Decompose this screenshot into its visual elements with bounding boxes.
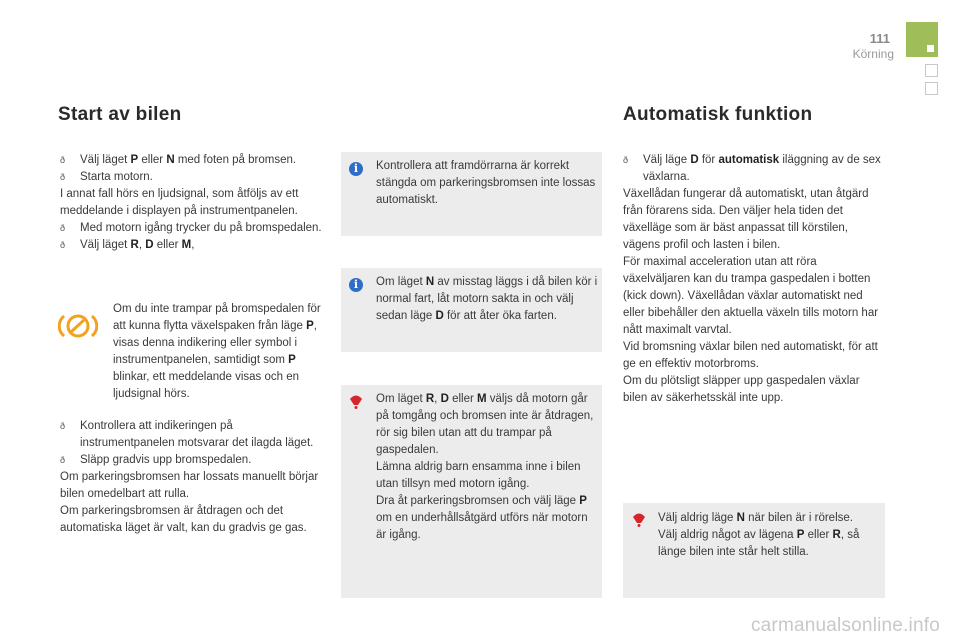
- tab-marker: [927, 45, 934, 52]
- info-box-neutral-text: Om läget N av misstag läggs i då bilen kör i normal fart, låt motorn sakta in och välj sedan läge D för att åter öka farten.: [376, 276, 598, 322]
- left-para-2: Om parkeringsbromsen har lossats manuellt börjar bilen omedelbart att rulla.: [60, 471, 319, 500]
- right-para-4: Om du plötsligt släpper upp gaspedalen växlar bilen av säkerhetsskäl inte upp.: [623, 375, 860, 404]
- section-name: Körning: [852, 47, 894, 61]
- warning-box-gear: [623, 503, 885, 598]
- warning-box-idle-text-3: Dra åt parkeringsbromsen och välj läge P om en underhållsåtgärd utförs när motorn är igång.: [376, 495, 588, 541]
- right-para-3: Vid bromsning växlar bilen ned automatiskt, för att ge en effektiv motorbroms.: [623, 341, 878, 370]
- info-icon: i: [349, 162, 363, 176]
- warning-box-idle: [341, 385, 602, 598]
- lamp-note: [113, 301, 323, 403]
- right-title: Automatisk funktion: [623, 104, 813, 125]
- step-5: [60, 418, 322, 452]
- emphasis: P: [579, 495, 587, 507]
- right-para-2: För maximal acceleration utan att röra växelväljaren kan du trampa gaspedalen i botten (kick down). Växellådan växlar automatiskt ned eller bibehåller den aktuella växeln tills motorn har nått maximalt varvtal.: [623, 256, 879, 336]
- emphasis: automatisk: [718, 154, 780, 166]
- emphasis: M: [477, 393, 487, 405]
- step-1-text: Välj läget P eller N med foten på bromsen.: [80, 154, 297, 166]
- left-para-1: I annat fall hörs en ljudsignal, som åtföljs av ett meddelande i displayen på instrumentpanelen.: [60, 188, 299, 217]
- warning-box-idle-text-2: Lämna aldrig barn ensamma inne i bilen utan tillsyn med motorn igång.: [376, 461, 581, 490]
- emphasis: R: [832, 529, 841, 541]
- emphasis: P: [130, 154, 139, 166]
- chapter-tab: [906, 22, 938, 57]
- auto-step-1: [623, 152, 885, 186]
- info-box-doors-text: Kontrollera att framdörrarna är korrekt stängda om parkeringsbromsen inte lossas automatiskt.: [376, 160, 596, 206]
- nav-square-1: [925, 64, 938, 77]
- step-6-text: Släpp gradvis upp bromspedalen.: [80, 454, 252, 466]
- warning-box-idle-body: [376, 391, 598, 544]
- watermark: carmanualsonline.info: [750, 615, 940, 636]
- step-4-text: Välj läget R, D eller M,: [80, 239, 195, 251]
- right-text: [623, 152, 885, 407]
- step-5-text: Kontrollera att indikeringen på instrumentpanelen motsvarar det ilagda läget.: [80, 420, 314, 449]
- gearbox-warning-lamp-icon: [58, 311, 98, 341]
- emphasis: D: [690, 154, 699, 166]
- warning-exclamation-icon: [631, 511, 647, 527]
- step-2-text: Starta motorn.: [80, 171, 153, 183]
- emphasis: P: [796, 529, 805, 541]
- step-2: [60, 169, 322, 186]
- emphasis: P: [288, 354, 296, 366]
- warning-box-idle-text-1: Om läget R, D eller M väljs då motorn går på tomgång och bromsen inte är åtdragen, rör sig bilen utan att du trampar på gaspedalen.: [376, 393, 594, 456]
- step-3-text: Med motorn igång trycker du på bromspedalen.: [80, 222, 322, 234]
- warning-box-gear-text-2: Välj aldrig något av lägena P eller R, så länge bilen inte står helt stilla.: [658, 529, 860, 558]
- info-icon: i: [349, 278, 363, 292]
- info-box-neutral: [341, 268, 602, 352]
- step-3: [60, 220, 322, 237]
- warning-box-gear-body: [658, 510, 880, 561]
- warning-box-gear-text-1: Välj aldrig läge N när bilen är i rörelse.: [658, 512, 853, 524]
- left-title: Start av bilen: [58, 104, 182, 125]
- emphasis: D: [145, 239, 154, 251]
- step-4: [60, 237, 322, 254]
- left-text-2: [60, 418, 322, 537]
- page-number: 111: [869, 31, 890, 46]
- nav-square-2: [925, 82, 938, 95]
- right-para-1: Växellådan fungerar då automatiskt, utan åtgärd från förarens sida. Den väljer hela tiden det växelläge som är bäst anpassat till körstilen, vägens profil och lasten i bilen.: [623, 188, 869, 251]
- lamp-note-text: Om du inte trampar på bromspedalen för att kunna flytta växelspaken från läge P, visas denna indikering eller symbol i instrumentpanelen, samtidigt som P blinkar, ett meddelande visas och en ljudsignal hörs.: [113, 303, 321, 400]
- emphasis: D: [440, 393, 449, 405]
- emphasis: M: [181, 239, 192, 251]
- left-para-3: Om parkeringsbromsen är åtdragen och det automatiska läget är valt, kan du gradvis ge gas.: [60, 505, 307, 534]
- step-6: [60, 452, 322, 469]
- info-box-doors: [341, 152, 602, 236]
- auto-step-1-text: Välj läge D för automatisk iläggning av de sex växlarna.: [643, 154, 881, 183]
- emphasis: P: [306, 320, 314, 332]
- emphasis: D: [435, 310, 444, 322]
- emphasis: N: [166, 154, 175, 166]
- emphasis: R: [425, 393, 435, 405]
- step-1: [60, 152, 322, 169]
- emphasis: N: [736, 512, 745, 524]
- warning-exclamation-icon: [348, 393, 364, 409]
- emphasis: N: [425, 276, 435, 288]
- emphasis: R: [130, 239, 139, 251]
- left-text-1: [60, 152, 322, 254]
